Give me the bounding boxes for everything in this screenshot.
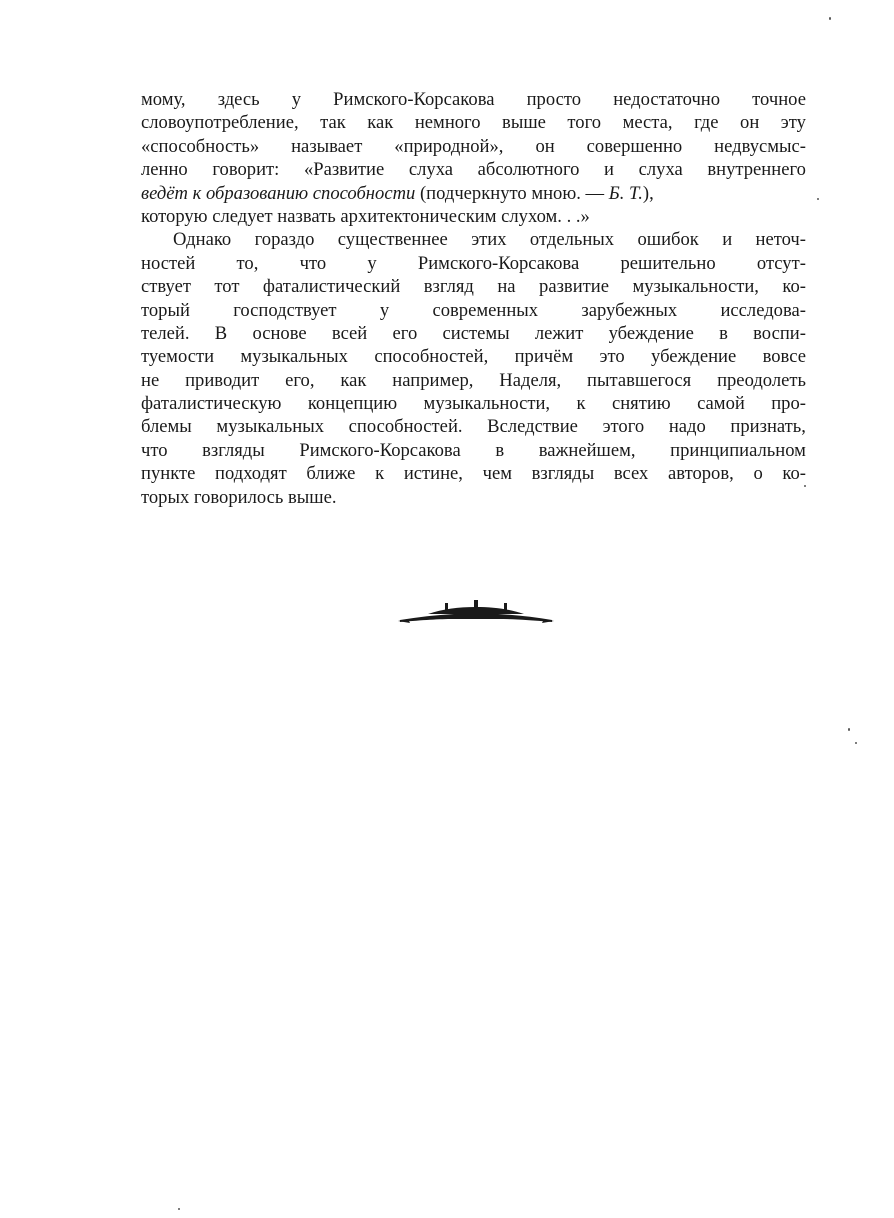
word: точное [752, 89, 806, 110]
paragraph-2 [141, 228, 806, 509]
word: торый [141, 299, 190, 321]
word: фаталистический [262, 276, 401, 298]
scan-speck [848, 728, 850, 731]
paragraph-1 [141, 88, 806, 228]
text-line [141, 462, 806, 485]
word: решительно [620, 252, 716, 274]
text-line [141, 486, 806, 509]
scan-speck [829, 17, 831, 20]
word: у [291, 89, 302, 110]
word: абсолютного [477, 159, 580, 181]
word: взгляд [423, 276, 474, 298]
word: принципиальном [670, 439, 806, 461]
word: блемы [141, 416, 192, 438]
scan-speck [817, 198, 819, 200]
word: чем [482, 463, 512, 485]
word: мому, [141, 89, 186, 110]
word: что [141, 439, 168, 461]
word: слуха [638, 159, 683, 181]
text-segment: (подчеркнуто мною. — [415, 182, 609, 204]
text-line [141, 415, 806, 438]
word: что [299, 252, 327, 274]
word: как [367, 112, 394, 134]
word: Однако [173, 229, 232, 251]
word: современных [432, 299, 539, 321]
text-segment: торых говорилось выше. [141, 486, 337, 508]
word: так [320, 112, 346, 134]
word: убеждение [608, 322, 694, 344]
text-line [141, 88, 806, 111]
word: у [367, 252, 377, 274]
word: недостаточно [613, 89, 721, 110]
word: надо [668, 416, 706, 438]
word: туемости [141, 346, 215, 368]
word: Наделя, [499, 369, 562, 391]
word: внутреннего [707, 159, 806, 181]
word: музыкальности, [423, 393, 551, 415]
emphasized-phrase: ведёт к образованию способности [141, 182, 416, 204]
word: совершенно [586, 135, 683, 157]
word: говорит: [212, 159, 280, 181]
word: ностей [141, 252, 196, 274]
word: лежит [534, 322, 584, 344]
word: музыкальности, [632, 276, 759, 298]
word: существеннее [337, 229, 448, 251]
word: ко- [782, 276, 806, 298]
word: пункте [141, 463, 196, 485]
word: тот [214, 276, 240, 298]
text-line [141, 228, 806, 251]
text-segment: ), [642, 182, 654, 204]
word: ошибок [637, 229, 699, 251]
word: основе [252, 322, 307, 344]
word: способностей. [348, 416, 463, 438]
word: он [740, 112, 760, 134]
text-line [141, 135, 806, 158]
word: воспи- [753, 322, 806, 344]
word: убеждение [651, 346, 737, 368]
word: у [379, 299, 390, 321]
word: «природной», [394, 135, 504, 157]
word: здесь [217, 89, 260, 110]
author-initials: Б. Т. [608, 182, 643, 204]
text-line [141, 345, 806, 368]
word: ко- [782, 463, 806, 485]
word: взгляды [531, 463, 595, 485]
word: Римского-Корсакова [299, 439, 461, 461]
text-line [141, 275, 806, 298]
word: места, [622, 112, 673, 134]
word: на [497, 276, 516, 298]
text-line [141, 205, 806, 228]
word: способностей, [374, 346, 489, 368]
word: то, [236, 252, 259, 274]
text-line [141, 322, 806, 345]
word: недвусмыс- [714, 135, 806, 157]
scan-speck [855, 742, 857, 744]
word: он [535, 135, 555, 157]
word: того [567, 112, 602, 134]
word: не [141, 369, 160, 391]
word: телей. [141, 322, 190, 344]
word: приводит [185, 369, 260, 391]
word: ствует [141, 276, 191, 298]
word: называет [291, 135, 363, 157]
word: словоупотребление, [141, 112, 299, 134]
scan-speck [178, 1208, 180, 1210]
word: «Развитие [303, 159, 385, 181]
word: музыкальных [216, 416, 324, 438]
word: господствует [233, 299, 337, 321]
word: самой [697, 393, 745, 415]
word: авторов, [668, 463, 734, 485]
word: как [340, 369, 367, 391]
word: снятию [611, 393, 671, 415]
word: и [604, 159, 614, 181]
text-line [141, 111, 806, 134]
word: гораздо [254, 229, 315, 251]
word: отсут- [756, 252, 806, 274]
word: ближе [306, 463, 356, 485]
text-line [141, 182, 806, 205]
word: про- [771, 393, 806, 415]
word: о [753, 463, 763, 485]
word: взгляды [202, 439, 265, 461]
word: Вследствие [487, 416, 578, 438]
word: его [392, 322, 418, 344]
word: это [599, 346, 625, 368]
word: и [722, 229, 733, 251]
word: просто [526, 89, 582, 110]
word: системы [442, 322, 510, 344]
word: вовсе [762, 346, 806, 368]
scan-speck [804, 485, 806, 487]
word: к [576, 393, 586, 415]
word: «способность» [141, 135, 260, 157]
word: к [375, 463, 385, 485]
word: признать, [730, 416, 806, 438]
text-line [141, 369, 806, 392]
word: выше [502, 112, 546, 134]
text-line [141, 392, 806, 415]
text-block [141, 88, 806, 509]
word: Римского-Корсакова [333, 89, 495, 110]
word: исследова- [720, 299, 806, 321]
word: развитие [539, 276, 609, 298]
word: истине, [403, 463, 463, 485]
word: эту [780, 112, 806, 134]
word: зарубежных [581, 299, 678, 321]
word: всех [613, 463, 649, 485]
word: ленно [141, 159, 188, 181]
word: этих [471, 229, 507, 251]
word: например, [392, 369, 474, 391]
word: важнейшем, [538, 439, 636, 461]
word: преодолеть [717, 369, 806, 391]
text-line [141, 252, 806, 275]
ornamental-divider-icon [398, 598, 554, 626]
word: в [495, 439, 505, 461]
word: концепцию [307, 393, 398, 415]
word: неточ- [755, 229, 806, 251]
text-line [141, 439, 806, 462]
word: пытавшегося [587, 369, 692, 391]
word: отдельных [529, 229, 615, 251]
text-line [141, 299, 806, 322]
word: его, [285, 369, 315, 391]
word: причём [514, 346, 574, 368]
word: в [719, 322, 728, 344]
word: где [694, 112, 719, 134]
text-line [141, 158, 806, 181]
word: этого [602, 416, 645, 438]
word: всей [331, 322, 368, 344]
text-segment: которую следует назвать архитектоническим слухом. . .» [141, 205, 590, 227]
word: слуха [408, 159, 453, 181]
word: Римского-Корсакова [417, 252, 580, 274]
word: немного [414, 112, 481, 134]
word: фаталистическую [141, 393, 282, 415]
word: музыкальных [240, 346, 348, 368]
word: подходят [215, 463, 287, 485]
word: В [214, 322, 228, 344]
